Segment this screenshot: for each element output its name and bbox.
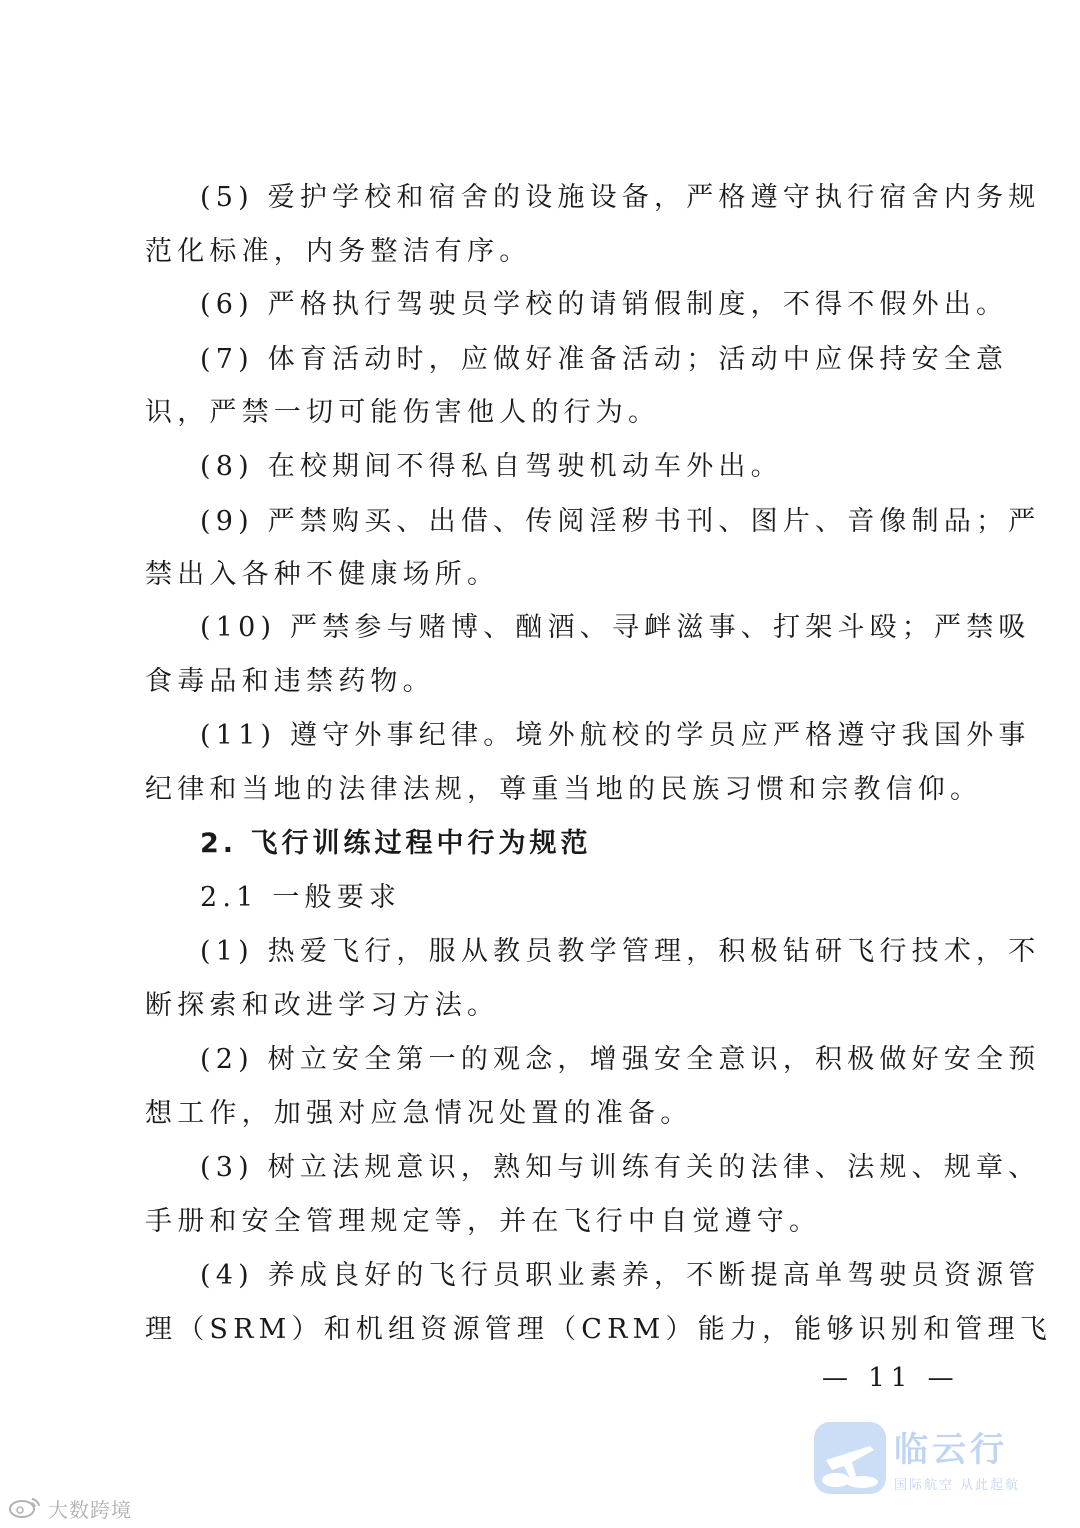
paragraph-line: 纪律和当地的法律法规，尊重当地的民族习惯和宗教信仰。 [145,774,983,805]
paragraph-line: (2) 树立安全第一的观念，增强安全意识，积极做好安全预 [200,1044,1041,1075]
section-heading: 2. 飞行训练过程中行为规范 [200,828,592,859]
paragraph-line: (10) 严禁参与赌博、酗酒、寻衅滋事、打架斗殴；严禁吸 [200,612,1031,643]
paragraph-line: (9) 严禁购买、出借、传阅淫秽书刊、图片、音像制品；严 [200,506,1041,537]
paragraph-line: 手册和安全管理规定等，并在飞行中自觉遵守。 [145,1206,822,1237]
paragraph-line: (5) 爱护学校和宿舍的设施设备，严格遵守执行宿舍内务规 [200,182,1041,213]
paragraph-line: 想工作，加强对应急情况处置的准备。 [145,1098,693,1129]
paragraph-line: 范化标准，内务整洁有序。 [145,236,532,267]
paragraph-line: (1) 热爱飞行，服从教员教学管理，积极钻研飞行技术，不 [200,936,1041,967]
paragraph-line: (3) 树立法规意识，熟知与训练有关的法律、法规、规章、 [200,1152,1041,1183]
paragraph-line: 食毒品和违禁药物。 [145,666,435,697]
paragraph-line: (7) 体育活动时，应做好准备活动；活动中应保持安全意 [200,344,1009,375]
plane-cloud-icon [812,1420,888,1496]
paragraph-line: 识，严禁一切可能伤害他人的行为。 [145,397,661,428]
paragraph-line: 断探索和改进学习方法。 [145,990,500,1021]
paragraph-line: (8) 在校期间不得私自驾驶机动车外出。 [200,451,783,482]
page-number: — 11 — [822,1363,960,1393]
weibo-icon [8,1496,42,1522]
subsection-heading: 2.1 一般要求 [200,882,402,913]
paragraph-line: (11) 遵守外事纪律。境外航校的学员应严格遵守我国外事 [200,720,1031,751]
brand-subtitle: 国际航空 从此起航 [894,1478,1021,1493]
paragraph-line: (4) 养成良好的飞行员职业素养，不断提高单驾驶员资源管 [200,1260,1041,1291]
paragraph-line: 理（SRM）和机组资源管理（CRM）能力，能够识别和管理飞 [145,1314,1052,1345]
brand-watermark [812,1420,1032,1500]
source-label: 大数跨境 [48,1498,132,1522]
paragraph-line: (6) 严格执行驾驶员学校的请销假制度，不得不假外出。 [200,289,1009,320]
brand-title: 临云行 [894,1430,1008,1470]
paragraph-line: 禁出入各种不健康场所。 [145,559,500,590]
